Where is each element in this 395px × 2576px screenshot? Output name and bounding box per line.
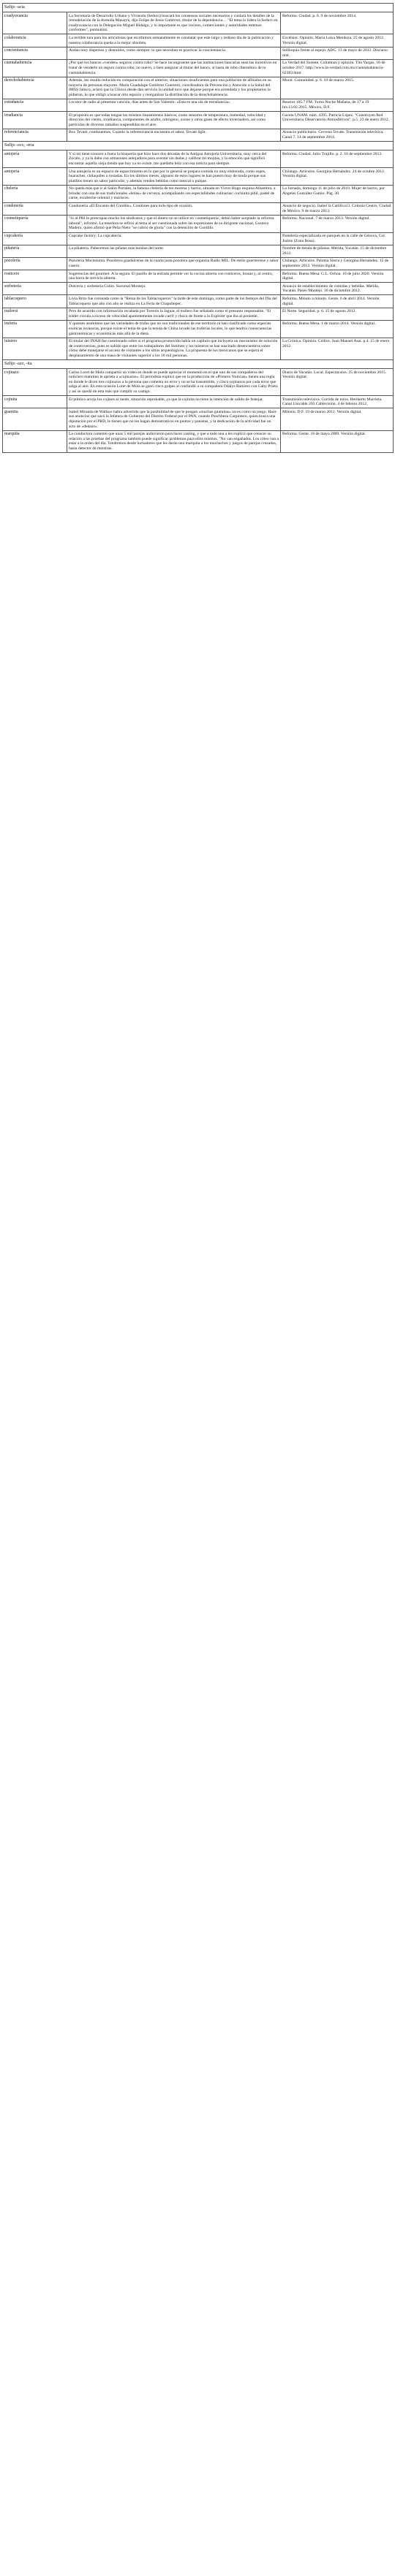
suffix-table (2, 3, 394, 453)
source-cell: Mural. Comunidad. p. 6. 10 de marzo 2015. (281, 77, 394, 99)
source-cell: Reforma. Ciudad. Julio Trujillo. p. 2. 16 de septiembre 2013. (281, 150, 394, 168)
table-row (3, 295, 394, 308)
example-cell: Sugerencias del gourmet: A la segura. El pasillo de la entrada permite ver la cocina abierta con rosticeros, brasas y, al centro, una barra de servicio abierta. (67, 270, 281, 283)
term-cell: cosmetiquería (3, 215, 67, 232)
section-header: Sufijo -acia (3, 4, 394, 12)
example-cell: Y si mi tiene conocer a fuera la bisquería que hizo hace dos décadas de la Antigua Antojería Universitaria, muy cerca del Zócalo, y ya la daba con armazones antojadizos para aventar sin dudas y calibrar mi mojitas, y la emoción que significó encontrar aquella vieja tienda que hoy ya no existe, me quedaba feliz con esa noticia para siempre. (67, 150, 281, 168)
term-cell: concientancia (3, 47, 67, 59)
table-row (3, 99, 394, 111)
table-row (3, 12, 394, 34)
source-cell: Excélsior. Opinión. María Luisa Mendoza. 25 de agosto 2012. Versión digital. (281, 34, 394, 47)
table-row (3, 34, 394, 47)
term-cell: guamita (3, 408, 67, 430)
source-cell: La Verdad del Sureste. Columnas y opinión. Tito Vargas. 16 de octubre 2017. http://www.la-verdad.com.mx/cuentahabiencia-62383.html (281, 59, 394, 77)
source-cell: Reforma. Buena Mesa. 1 de marzo 2014. Versión digital. (281, 320, 394, 338)
source-cell: Reforma. Buena Mesa. G.L. Ochoa. 10 de julio 2020. Versión digital. (281, 270, 394, 283)
example-cell: Dulcería y sorbetería Colón. Sucursal Montejo. (67, 283, 281, 295)
term-cell: cuentahabiencia (3, 59, 67, 77)
source-cell: Pastelería especializada en panqués en la calle de Génova, Col. Juárez (Zona Rosa). (281, 232, 394, 245)
term-cell: derechohabiencia (3, 77, 67, 99)
section-header-row (3, 4, 394, 12)
table-row (3, 338, 394, 359)
term-cell: tuistero (3, 338, 67, 359)
term-cell: trufería (3, 320, 67, 338)
term-cell: sorbetería (3, 283, 67, 295)
term-cell: referenciancia (3, 129, 67, 141)
term-cell: irradiancia (3, 112, 67, 129)
term-cell: cupcakería (3, 232, 67, 245)
table-row (3, 369, 394, 396)
term-cell: rosticero (3, 270, 67, 283)
table-row (3, 129, 394, 141)
term-cell: tablacoquero (3, 295, 67, 308)
example-cell: Locutor de radio al presentar canción, días antes de San Valentín: «Esta es una ola de estrañancia». (67, 99, 281, 111)
table-row (3, 408, 394, 430)
source-cell: Reactor 105.7 FM. Turno Noche Mañana, de 17 a 19 hrs.13.02.2015. México, D.F. (281, 99, 394, 111)
source-cell: Reforma. Nacional. 7 de marzo 2013. Versión digital. (281, 215, 394, 232)
term-cell: piñatería (3, 245, 67, 257)
table-row (3, 245, 394, 257)
example-cell: El propósito es que todas tengan los mismos lineamientos básicos, como sensores de temperatura, humedad, velocidad y dirección del viento, irradiancia, componentes de azufre, nitrógeno, ozono y otros gases de efecto invernadero, así como partículas de diversos tamaños suspendidas en el aire. (67, 112, 281, 129)
table-row (3, 270, 394, 283)
example-cell: No queda más que ir al Salón Portales, la famosa chelería de tez morena y barrio, situada en Víctor Hugo esquina Alhambra, a brindar con una de sus tradicionales «bolas» de cerveza, acompañando sus especialidades culinarias: cochinita pibil, pastel de carne, escabeche oriental y mariscos. (67, 185, 281, 202)
term-cell: traileroi (3, 308, 67, 320)
table-row (3, 47, 394, 59)
table-row (3, 308, 394, 320)
suffix-table-body (3, 4, 394, 453)
example-cell: El titular del INAH fue cuestionado sobre si el programa promovido había un capítulo que incluyera un mecanismo de solución de controversias, pues es sabido que entre los trabajadores del Instituto y los tuisteros se han suscitado desencuentros sobre cómo debe manejarse el acceso de visitantes a los sitios arqueológicos. La propuesta de los mexicanos que se espera el desplazamiento de una masa de visitantes superior a los 10 mil personas. (67, 338, 281, 359)
term-cell: cojinita (3, 396, 67, 408)
source-cell: Milenio. D.F. 19 de marzo 2012. Versión digital. (281, 408, 394, 430)
example-cell: Pozolería Moctezuma. Pozoleros guadalcense de la cuarta justa pozolera que organiza Radio MIL. De estilo guerrerense y sabor casero. (67, 257, 281, 270)
example-cell: Pero de acuerdo con información recabada por Torreón la Jaguar, el trailero fue señalado como el presunto responsable. "El tráiler circula a exceso de velocidad aparentemente invade carril y choca de frente a la Explorer que iba al poniente. (67, 308, 281, 320)
section-header: Sufijo -azo, -ita (3, 360, 394, 369)
example-cell: Box Tevaté, continuemos. Cuando la referenciancia encuentra el sabor, Tevaté light. (67, 129, 281, 141)
table-row (3, 150, 394, 168)
source-cell: Reforma. Gente. 16 de mayo 2009. Versión digital. (281, 430, 394, 452)
table-row (3, 396, 394, 408)
term-cell: colaborancia (3, 34, 67, 47)
example-cell: La conductora comentó que unas 5 mil parejas anduvieron para hacer casting, y que a todo una a les explicó que conocer su relación a las pruebas del programa también puede significar problemas para ellos mismos. "No van engañados. Los cóleo van a estar a la orden del día. Tendremos desde luchadores que les darán una marquita a los muchachos y juegos de parejas cruzadas, hasta detector de mentiras. (67, 430, 281, 452)
source-cell: La Crónica. Opinión. Códice. Juan Manuel Asai. p.4. 15 de enero 2012. (281, 338, 394, 359)
example-cell: Una antojería es un espacio de esparcimiento en lo que por lo general se prepara comida no muy elaborada, como sopes, huaraches, chilaquiles o tostadas. En los últimos meses, algunos de estos lugares se han puesto muy de moda porque sus platillos tienen un sabor particular, y además venden bebidas como mezcal o pulque. (67, 168, 281, 186)
term-cell: pozolería (3, 257, 67, 270)
source-cell: Soliloquio frente al espejo. ADC. 13 de mayo de 2012. Discurso oral. (281, 47, 394, 59)
source-cell: Gaceta UNAM. núm. 4395. Patricia López. "Construyen Red Universitaria Observatorio Atmosféricos". p.5. 23 de enero 2012. (281, 112, 394, 129)
table-row (3, 168, 394, 186)
table-row (3, 202, 394, 215)
term-cell: cojinazo (3, 369, 67, 396)
table-row (3, 430, 394, 452)
table-row (3, 215, 394, 232)
example-cell: La terrible tara para los articulistas que escribimos semanalmente es constatar que este largo y tedioso día de la publicación y nuestra colaborancia queda a lo mejor obsoleta. (67, 34, 281, 47)
source-cell: Anuncio de negocio. Isabel la Católica13. Colonia Centro, Ciudad de México. 9 de marzo 2013. (281, 202, 394, 215)
section-header-row (3, 360, 394, 369)
table-row (3, 59, 394, 77)
example-cell: Y quienes asumimos que las variedades de trufas que no son tradicionales de ese territorio ni han clasificado como especies exóticas invasoras, porque existe el tema de que la tenida de China invade las truferías locales, lo que tendría consecuencias gastronómicas y económicas más allá de la dieta. (67, 320, 281, 338)
source-cell: La Jornada, domingo 11 de julio de 2010. Mujer de barrio, por Ángeles González Gamio. Pág. 30. (281, 185, 394, 202)
source-cell: Anuncio de establecimiento de comidas y bebidas. Mérida, Yucatán. Paseo Montejo. 16 de diciembre 2012. (281, 283, 394, 295)
table-row (3, 185, 394, 202)
example-cell: Además, les resulta reducido en comparación con el anterior, situaciones insuficientes para una población de afiliados en su mayoría de personas mayores. María Guadalupe Gutiérrez Guerrero, coordinadora de Prevención y Atención a la Salud del IMSS Jalisco, aclaró que la Clínica desde dan servicio la unidad tuvo que dejarse porque era arrendada y los propietarios la pidieron, lo que obligó a buscar otro espacio y reorganizar la distribución de la derechohabiencia. (67, 77, 281, 99)
term-cell: antojería (3, 150, 67, 168)
term-cell: estrañancia (3, 99, 67, 111)
source-cell: Anuncio publicitario. Cervena Tevate. Transmisión televisiva. Canal 7. 14 de septiembre 2014. (281, 129, 394, 141)
source-cell: El Norte. Seguridad. p. 6. 15 de agosto 2012. (281, 308, 394, 320)
table-row (3, 77, 394, 99)
example-cell: "Si al PRI le preocupan mucho los sindicatos y que el dinero no se utilice en 'cosmetiquería', debió haber aceptado la reforma laboral", informó. La tenedora se refirió al tema al ser cuestionada sobre las expresiones de su dirigente nacional, Gustavo Madero, quien afirmó que Peña Nieto "se cubrió de gloria" con la detención de Gordillo. (67, 215, 281, 232)
term-cell: condonería (3, 202, 67, 215)
dictionary-sheet (0, 0, 395, 457)
example-cell: ¿Por qué los bancos «venden» seguros contra robo? Se hace incongruente que las instituciones bancarias sean las incentivos en tratar de venderte un seguro contra robo, no nuevo, o bien asegurar al titular del banco, si hasta de robo cibernético de tu cuentahabiencia. (67, 59, 281, 77)
section-header-row (3, 142, 394, 150)
source-cell: Chilango. Artículos. Paloma Sierra y Georgina Hernández. 15 de septiembre 2012. Versión digital. (281, 257, 394, 270)
table-row (3, 232, 394, 245)
example-cell: Cupcake factory: La cupcakería. (67, 232, 281, 245)
term-cell: chelería (3, 185, 67, 202)
source-cell: Reforma. Ciudad. p. 6. 9 de noviembre 2014. (281, 12, 394, 34)
source-cell: Diario de Yucatán. Local. Espectáculos. 25 de noviembre 2015. Versión digital. (281, 369, 394, 396)
table-row (3, 283, 394, 295)
example-cell: Condonería «El Encanto del Condón». Condones para todo tipo de ocasión. (67, 202, 281, 215)
table-row (3, 257, 394, 270)
section-header: Sufijo -eco, -eria (3, 142, 394, 150)
table-row (3, 320, 394, 338)
source-cell: Nombre de tienda de piñatas. Mérida, Yucatán. 15 de diciembre 2012. (281, 245, 394, 257)
term-cell: marquita (3, 430, 67, 452)
term-cell: coadyuvancia (3, 12, 67, 34)
source-cell: Reforma. Minuto a minuto. Gente. 6 de abril 2014. Versión digital. (281, 295, 394, 308)
source-cell: Chilango. Artículos. Georgina Hernández. 24 de octubre 2012. Versión digital. (281, 168, 394, 186)
term-cell: antojeria (3, 168, 67, 186)
example-cell: El público arroja los cojines al ruedo, situación reprobable, ya que la cojinita no tiene la intención de salido de festejar. (67, 396, 281, 408)
example-cell: Isabel Miranda de Wallace había advertido que la posibilidad de que le pongan «muchas guamitas» no es como un juego. Hace sus anuncios que sacó la Jefatura de Gobierno del Distrito Federal por el PAN, cuando Puschbeza Carpintero, quien busca una diputación por el PRD, le tienen que no les hagan demostrativos en puntos y panistas, y la dedicación de la actividad fue un acto de «dedazo». (67, 408, 281, 430)
table-row (3, 112, 394, 129)
example-cell: Livia Brito fue coronada como la "Reina de los Tablacoqueros" la tarde de este domingo, como parte de los festejos del Día del Tablacoquero que año con año se realiza en La Feria de Chapultepec. (67, 295, 281, 308)
example-cell: Andan muy dispersos y distraídos, como siempre: lo que necesitan es practicar la concientancia. (67, 47, 281, 59)
example-cell: La Secretaría de Desarrollo Urbano y Vivienda (Seduvi) buscará los consensos sociales necesarios y cuidará los detalles de la remodelación de la Avenida Masaryk, dijo Felipe de Jesús Gutiérrez, titular de la dependencia… "El tema lo lidera la Seduvi en coadyuvancia con la Delegación Miguel Hidalgo, y lo importante es que vecinos, comerciantes y autoridades estemos conformes", puntualizó. (67, 12, 281, 34)
example-cell: La piñatería. Pabecemos las piñatas más bonitas del norte. (67, 245, 281, 257)
source-cell: Transmisión televisiva. Corrida de toros. Heriberto Murrieta. Canal Unicable 203 Cablevisión. 4 de febrero 2012. (281, 396, 394, 408)
example-cell: Carlos Loret de Mola compartió un video en donde se puede apreciar el momento en el que uno de sus compañeros del noticiero matutino le aprieta a «cojinazos». El periodista explicó que en la producción de «Primero Noticias» tienen una regla en donde le dicen tres cojinazos a la persona que comenta un error y no se ha transmitido, y cinco cojinazos por cada error que salga al aire. En esta ocasión Loret de Mola se ganó cinco golpes al confundir a su compañera Odalys Ramírez con Gaby Prieto y así se quedó de esta más que cumplir su castigo. (67, 369, 281, 396)
